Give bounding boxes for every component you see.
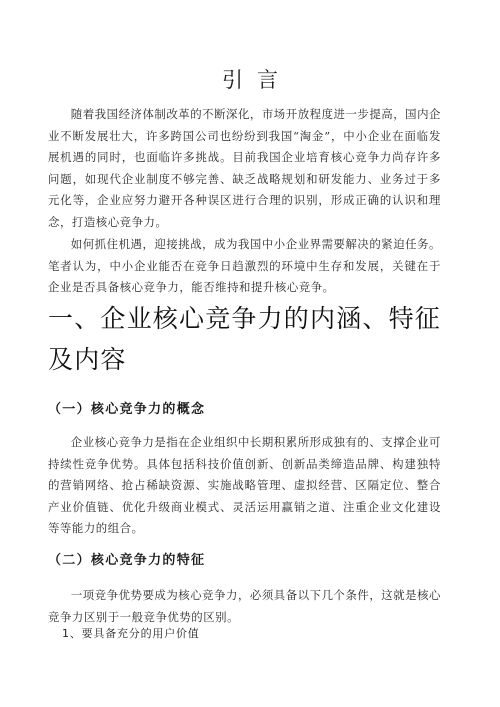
section-1-heading: 一、企业核心竞争力的内涵、特征及内容 [48,304,442,374]
concept-paragraph: 企业核心竞争力是指在企业组织中长期积累所形成独有的、支撑企业可持续性竞争优势。具体包括科技价值创新、创新品类缔造品牌、构建独特的营销网络、抢占稀缺资源、实施战略管理、虚拟经营、区隔定位、整合产业价值链、优化升级商业模式、灵活运用赢销之道、注重企业文化建设等等能力的组合。 [48,435,441,535]
intro-title: 引言 [222,68,292,92]
intro-paragraph-2: 如何抓住机遇，迎接挑战，成为我国中小企业界需要解决的紧迫任务。笔者认为，中小企业能否在竞争日趋激烈的环境中生存和发展，关键在于企业是否具备核心竞争力，能否维持和提升核心竞争。 [48,237,441,294]
subsection-1-heading: （一）核心竞争力的概念 [48,402,206,417]
subsection-2-heading: （二）核心竞争力的特征 [48,553,206,568]
features-paragraph: 一项竞争优势要成为核心竞争力，必须具备以下几个条件，这就是核心竞争力区别于一般竞争优势的区别。 [48,588,441,624]
intro-paragraph-1: 随着我国经济体制改革的不断深化，市场开放程度进一步提高，国内企业不断发展壮大，许多跨国公司也纷纷到我国“淘金”，中小企业在面临发展机遇的同时，也面临许多挑战。目前我国企业培育核心竞争力尚存许多问题，如现代企业制度不够完善、缺乏战略规划和研发能力、业务过于多元化等，企业应努力避开各种误区进行合理的识别，形成正确的认识和理念，打造核心竞争力。 [48,107,441,229]
feature-item-1: 1、要具备充分的用户价值 [62,627,200,640]
